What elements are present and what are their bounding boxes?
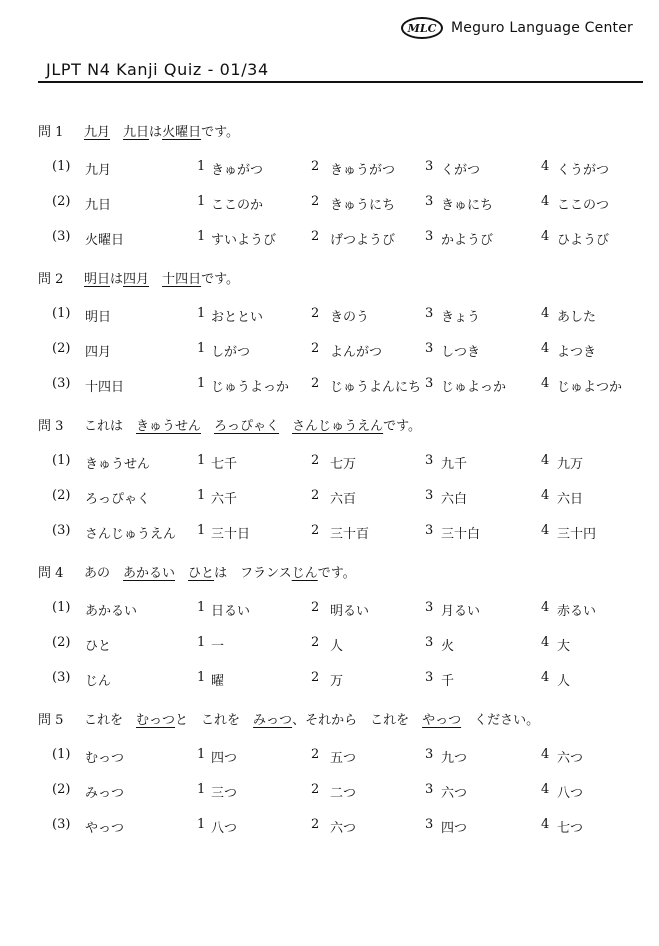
answer-row	[0, 521, 659, 541]
answer-option[interactable]: 六白	[441, 492, 468, 507]
option-number: 2	[311, 229, 320, 244]
answer-option[interactable]: しがつ	[211, 345, 251, 360]
answer-option[interactable]: よつき	[557, 345, 597, 360]
option-number: 1	[197, 782, 206, 797]
question-text	[279, 415, 292, 434]
underlined-target-word: じん	[291, 565, 318, 581]
option-number: 2	[311, 635, 320, 650]
item-number: (1)	[52, 306, 71, 321]
answer-option[interactable]: くうがつ	[557, 163, 610, 178]
answer-row	[0, 451, 659, 471]
answer-option[interactable]: 六日	[557, 492, 584, 507]
underlined-target-word: 十四日	[162, 271, 202, 287]
answer-row	[0, 815, 659, 835]
answer-option[interactable]: ひようび	[557, 233, 610, 248]
title-divider	[38, 81, 643, 83]
question-line	[38, 120, 239, 140]
option-number: 3	[425, 523, 434, 538]
answer-option[interactable]: 九万	[557, 457, 584, 472]
item-number: (3)	[52, 229, 71, 244]
answer-option[interactable]: 三十白	[441, 527, 481, 542]
option-number: 3	[425, 817, 434, 832]
answer-option[interactable]: 三つ	[211, 786, 238, 801]
answer-option[interactable]: きゅうがつ	[330, 163, 396, 178]
question-text: は	[149, 124, 163, 140]
answer-option[interactable]: 赤るい	[557, 604, 597, 619]
answer-option[interactable]: 八つ	[211, 821, 238, 836]
item-word: 四月	[85, 345, 112, 360]
option-number: 4	[541, 670, 550, 685]
question-text: は フランス	[214, 565, 292, 581]
question-text	[149, 268, 162, 287]
item-word: じん	[85, 674, 112, 689]
underlined-target-word: 九日	[123, 124, 150, 140]
answer-option[interactable]: よんがつ	[330, 345, 383, 360]
answer-option[interactable]: 三十円	[557, 527, 597, 542]
answer-row	[0, 598, 659, 618]
item-number: (2)	[52, 194, 71, 209]
answer-option[interactable]: 一	[211, 639, 225, 654]
item-number: (3)	[52, 670, 71, 685]
option-number: 2	[311, 194, 320, 209]
answer-option[interactable]: 万	[330, 674, 344, 689]
item-number: (3)	[52, 376, 71, 391]
option-number: 1	[197, 453, 206, 468]
answer-row	[0, 227, 659, 247]
option-number: 1	[197, 488, 206, 503]
answer-row	[0, 745, 659, 765]
item-number: (2)	[52, 341, 71, 356]
answer-option[interactable]: 人	[330, 639, 344, 654]
option-number: 2	[311, 453, 320, 468]
option-number: 2	[311, 817, 320, 832]
underlined-target-word: 九月	[84, 124, 111, 140]
answer-option[interactable]: 六百	[330, 492, 357, 507]
question-text: これは	[84, 418, 137, 434]
item-word: ひと	[85, 639, 112, 654]
option-number: 3	[425, 635, 434, 650]
option-number: 2	[311, 159, 320, 174]
answer-option[interactable]: じゅうよんにち	[330, 380, 422, 395]
underlined-target-word: ひと	[188, 565, 215, 581]
answer-option[interactable]: 七万	[330, 457, 357, 472]
option-number: 1	[197, 229, 206, 244]
option-number: 4	[541, 488, 550, 503]
option-number: 3	[425, 453, 434, 468]
option-number: 3	[425, 376, 434, 391]
question-text: あの	[84, 565, 124, 581]
option-number: 3	[425, 159, 434, 174]
answer-option[interactable]: 大	[557, 639, 571, 654]
answer-option[interactable]: 月るい	[441, 604, 481, 619]
answer-option[interactable]: 千	[441, 674, 455, 689]
option-number: 3	[425, 747, 434, 762]
item-number: (1)	[52, 747, 71, 762]
option-number: 3	[425, 194, 434, 209]
answer-option[interactable]: 六つ	[441, 786, 468, 801]
underlined-target-word: きゅうせん	[136, 418, 202, 434]
question-number: 問 1	[38, 124, 64, 140]
answer-row	[0, 339, 659, 359]
question-text: です。	[201, 271, 240, 287]
answer-option[interactable]: きのう	[330, 310, 370, 325]
option-number: 2	[311, 488, 320, 503]
question-text	[175, 562, 188, 581]
underlined-target-word: 火曜日	[162, 124, 202, 140]
option-number: 1	[197, 635, 206, 650]
option-number: 2	[311, 523, 320, 538]
item-number: (1)	[52, 600, 71, 615]
answer-row	[0, 374, 659, 394]
answer-option[interactable]: すいようび	[211, 233, 277, 248]
underlined-target-word: 四月	[123, 271, 150, 287]
question-text	[110, 121, 123, 140]
answer-option[interactable]: げつようび	[330, 233, 396, 248]
option-number: 3	[425, 306, 434, 321]
option-number: 1	[197, 159, 206, 174]
answer-option[interactable]: おととい	[211, 310, 264, 325]
answer-option[interactable]: きゅうにち	[330, 198, 396, 213]
option-number: 1	[197, 600, 206, 615]
answer-option[interactable]: 四つ	[211, 751, 238, 766]
option-number: 4	[541, 376, 550, 391]
underlined-target-word: やっつ	[422, 712, 462, 728]
item-number: (1)	[52, 453, 71, 468]
answer-option[interactable]: 火	[441, 639, 455, 654]
answer-option[interactable]: 人	[557, 674, 571, 689]
quiz-sections	[0, 120, 659, 855]
answer-option[interactable]: あした	[557, 310, 597, 325]
underlined-target-word: ろっぴゃく	[214, 418, 280, 434]
item-number: (2)	[52, 635, 71, 650]
option-number: 4	[541, 600, 550, 615]
page-title: JLPT N4 Kanji Quiz - 01/34	[46, 60, 269, 79]
question-text: です。	[317, 565, 356, 581]
answer-option[interactable]: 明るい	[330, 604, 370, 619]
underlined-target-word: みっつ	[253, 712, 293, 728]
item-number: (1)	[52, 159, 71, 174]
answer-option[interactable]: きょう	[441, 310, 481, 325]
answer-option[interactable]: 六つ	[330, 821, 357, 836]
option-number: 4	[541, 817, 550, 832]
option-number: 1	[197, 523, 206, 538]
answer-option[interactable]: 九千	[441, 457, 468, 472]
question-section	[0, 267, 659, 414]
answer-option[interactable]: 七千	[211, 457, 238, 472]
option-number: 3	[425, 782, 434, 797]
item-number: (2)	[52, 488, 71, 503]
item-word: みっつ	[85, 786, 125, 801]
answer-option[interactable]: 三十日	[211, 527, 251, 542]
option-number: 4	[541, 306, 550, 321]
answer-row	[0, 304, 659, 324]
answer-row	[0, 780, 659, 800]
answer-row	[0, 157, 659, 177]
answer-option[interactable]: くがつ	[441, 163, 481, 178]
option-number: 3	[425, 229, 434, 244]
item-word: あかるい	[85, 604, 138, 619]
item-word: むっつ	[85, 751, 125, 766]
question-line	[38, 414, 421, 434]
question-text: は	[110, 271, 124, 287]
answer-option[interactable]: 五つ	[330, 751, 357, 766]
answer-option[interactable]: しつき	[441, 345, 481, 360]
answer-option[interactable]: きゅがつ	[211, 163, 264, 178]
item-word: 火曜日	[85, 233, 125, 248]
question-text: 、それから これを	[292, 712, 423, 728]
answer-option[interactable]: かようび	[441, 233, 494, 248]
option-number: 3	[425, 488, 434, 503]
answer-row	[0, 192, 659, 212]
option-number: 4	[541, 782, 550, 797]
question-line	[38, 267, 239, 287]
option-number: 2	[311, 782, 320, 797]
question-line	[38, 561, 356, 581]
option-number: 4	[541, 635, 550, 650]
item-word: ろっぴゃく	[85, 492, 151, 507]
answer-option[interactable]: じゅうよっか	[211, 380, 290, 395]
item-word: 明日	[85, 310, 112, 325]
logo-mark: MLC	[401, 17, 443, 39]
answer-option[interactable]: 七つ	[557, 821, 584, 836]
option-number: 1	[197, 376, 206, 391]
answer-option[interactable]: 三十百	[330, 527, 370, 542]
option-number: 4	[541, 341, 550, 356]
option-number: 2	[311, 670, 320, 685]
option-number: 4	[541, 159, 550, 174]
item-word: きゅうせん	[85, 457, 151, 472]
option-number: 4	[541, 523, 550, 538]
option-number: 2	[311, 747, 320, 762]
question-section	[0, 708, 659, 855]
item-number: (3)	[52, 817, 71, 832]
question-text	[201, 415, 214, 434]
item-word: 九日	[85, 198, 112, 213]
page-header	[0, 0, 659, 90]
item-number: (2)	[52, 782, 71, 797]
answer-option[interactable]: じゅよつか	[557, 380, 623, 395]
question-text: これを	[84, 712, 137, 728]
option-number: 1	[197, 670, 206, 685]
option-number: 1	[197, 194, 206, 209]
organization-name: Meguro Language Center	[451, 20, 633, 36]
option-number: 4	[541, 229, 550, 244]
question-text: です。	[383, 418, 422, 434]
answer-row	[0, 668, 659, 688]
organization-logo	[401, 17, 633, 39]
question-text: ください。	[461, 712, 540, 728]
underlined-target-word: さんじゅうえん	[292, 418, 384, 434]
question-section	[0, 120, 659, 267]
item-word: 九月	[85, 163, 112, 178]
option-number: 3	[425, 670, 434, 685]
answer-row	[0, 633, 659, 653]
option-number: 2	[311, 600, 320, 615]
answer-option[interactable]: 八つ	[557, 786, 584, 801]
option-number: 4	[541, 194, 550, 209]
question-number: 問 4	[38, 565, 64, 581]
option-number: 1	[197, 747, 206, 762]
question-number: 問 3	[38, 418, 64, 434]
answer-option[interactable]: 六つ	[557, 751, 584, 766]
item-number: (3)	[52, 523, 71, 538]
answer-option[interactable]: 二つ	[330, 786, 357, 801]
option-number: 2	[311, 376, 320, 391]
option-number: 4	[541, 453, 550, 468]
underlined-target-word: あかるい	[123, 565, 176, 581]
option-number: 1	[197, 306, 206, 321]
answer-option[interactable]: 九つ	[441, 751, 468, 766]
item-word: 十四日	[85, 380, 125, 395]
option-number: 1	[197, 341, 206, 356]
option-number: 4	[541, 747, 550, 762]
question-number: 問 2	[38, 271, 64, 287]
question-section	[0, 561, 659, 708]
answer-option[interactable]: 六千	[211, 492, 238, 507]
answer-option[interactable]: 四つ	[441, 821, 468, 836]
option-number: 1	[197, 817, 206, 832]
item-word: やっつ	[85, 821, 125, 836]
underlined-target-word: 明日	[84, 271, 111, 287]
question-text: と これを	[175, 712, 254, 728]
option-number: 2	[311, 341, 320, 356]
item-word: さんじゅうえん	[85, 527, 177, 542]
answer-option[interactable]: きゅにち	[441, 198, 494, 213]
option-number: 3	[425, 600, 434, 615]
question-number: 問 5	[38, 712, 64, 728]
answer-option[interactable]: じゅよっか	[441, 380, 507, 395]
answer-option[interactable]: ここのつ	[557, 198, 610, 213]
question-section	[0, 414, 659, 561]
underlined-target-word: むっつ	[136, 712, 176, 728]
answer-option[interactable]: 日るい	[211, 604, 251, 619]
option-number: 2	[311, 306, 320, 321]
answer-row	[0, 486, 659, 506]
question-text: です。	[201, 124, 240, 140]
answer-option[interactable]: ここのか	[211, 198, 264, 213]
question-line	[38, 708, 539, 728]
option-number: 3	[425, 341, 434, 356]
answer-option[interactable]: 曜	[211, 674, 225, 689]
